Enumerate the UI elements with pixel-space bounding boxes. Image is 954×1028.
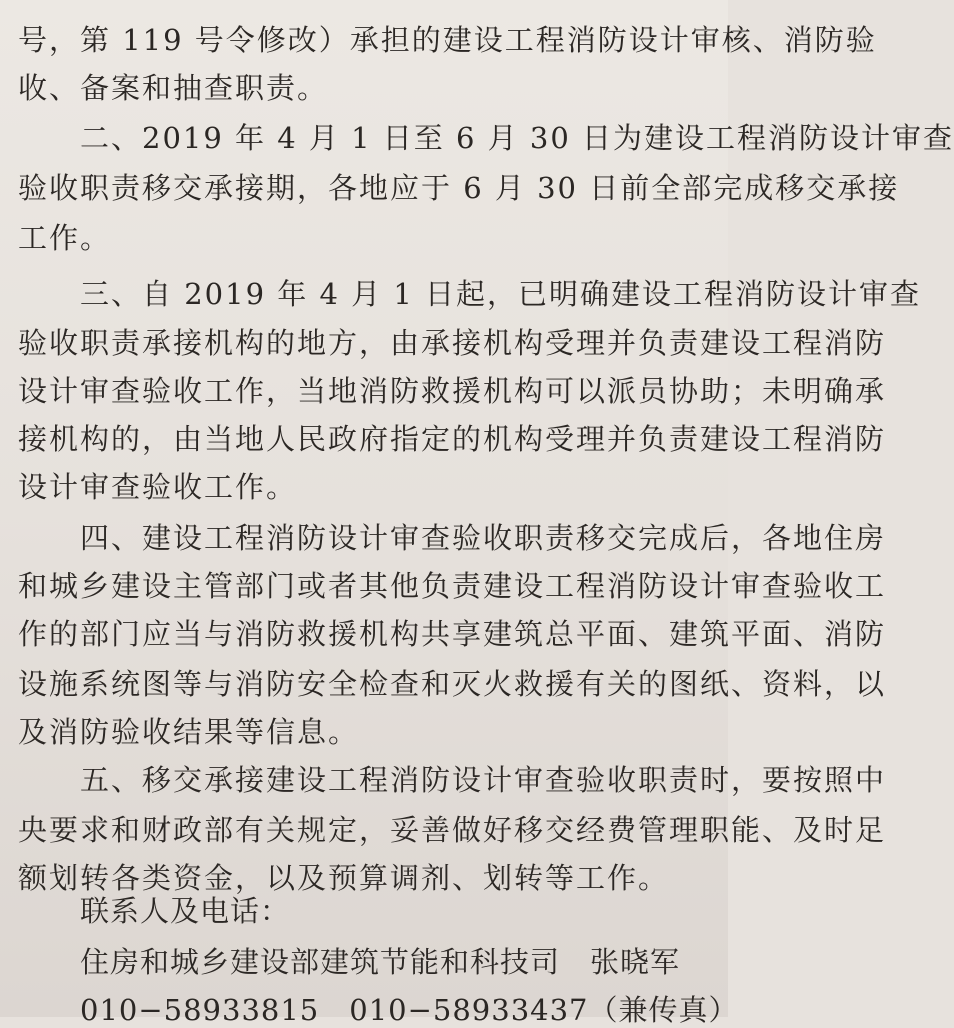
- contact-label: 联系人及电话：: [80, 894, 291, 928]
- text-line: 验收职责移交承接期，各地应于 6 月 30 日前全部完成移交承接: [18, 171, 900, 205]
- text-line: 四、建设工程消防设计审查验收职责移交完成后，各地住房: [80, 521, 887, 555]
- text-line: 设计审查验收工作。: [18, 470, 298, 504]
- text-line: 及消防验收结果等信息。: [18, 715, 360, 749]
- text-line: 额划转各类资金，以及预算调剂、划转等工作。: [18, 861, 670, 895]
- text-line: 工作。: [18, 221, 112, 255]
- text-line: 设计审查验收工作，当地消防救援机构可以派员协助；未明确承: [18, 374, 887, 408]
- text-line: 号，第 119 号令修改）承担的建设工程消防设计审核、消防验: [18, 23, 877, 57]
- text-line: 设施系统图等与消防安全检查和灭火救援有关的图纸、资料，以: [18, 667, 887, 701]
- contact-phones: 010−58933815 010−58933437（兼传真）: [80, 993, 739, 1027]
- text-line: 央要求和财政部有关规定，妥善做好移交经费管理职能、及时足: [18, 813, 887, 847]
- text-line: 作的部门应当与消防救援机构共享建筑总平面、建筑平面、消防: [18, 617, 887, 651]
- text-line: 三、自 2019 年 4 月 1 日起，已明确建设工程消防设计审查: [80, 277, 922, 311]
- text-line: 和城乡建设主管部门或者其他负责建设工程消防设计审查验收工: [18, 569, 887, 603]
- text-line: 验收职责承接机构的地方，由承接机构受理并负责建设工程消防: [18, 326, 887, 360]
- contact-org: 住房和城乡建设部建筑节能和科技司 张晓军: [80, 945, 681, 979]
- text-line: 五、移交承接建设工程消防设计审查验收职责时，要按照中: [80, 763, 887, 797]
- text-line: 收、备案和抽查职责。: [18, 71, 329, 105]
- text-line: 接机构的，由当地人民政府指定的机构受理并负责建设工程消防: [18, 422, 887, 456]
- text-line: 二、2019 年 4 月 1 日至 6 月 30 日为建设工程消防设计审查: [80, 121, 954, 155]
